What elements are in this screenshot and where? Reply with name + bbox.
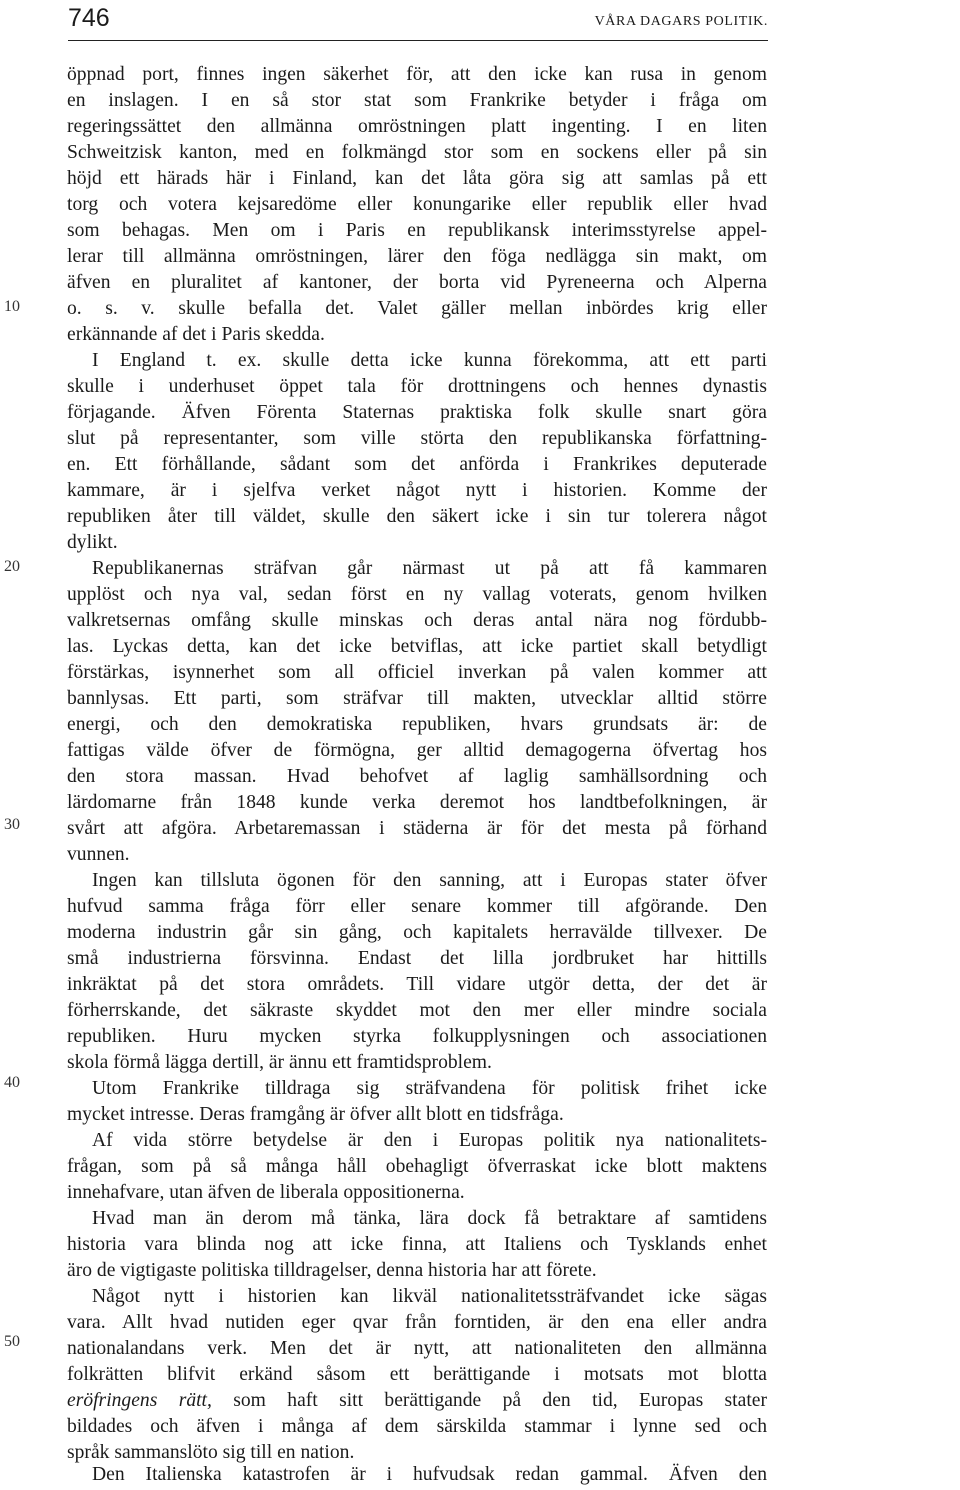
- text-line: höjd ett härads här i Finland, kan det låta göra sig att samlas på ett: [67, 168, 767, 189]
- text-line: öppnad port, finnes ingen säkerhet för, att den icke kan rusa in genom: [67, 64, 767, 85]
- text-line: [67, 1388, 767, 1414]
- text-line: lerar till allmänna omröstningen, lärer den föga nedlägga sin makt, om: [67, 246, 767, 267]
- text-line: Republikanernas sträfvan går närmast ut på att få kammaren: [92, 558, 767, 579]
- text-line: folkrätten blifvit erkänd såsom ett berättigande i motsats mot blotta: [67, 1364, 767, 1385]
- text-line-rest: som haft sitt berättigande på den tid, Europas stater: [211, 1390, 767, 1411]
- text-line: Af vida större betydelse är den i Europas politik nya nationalitets-: [92, 1130, 767, 1151]
- text-line: moderna industrin går sin gång, och kapitalets herravälde tillvexer. De: [67, 922, 767, 943]
- text-line: torg och votera kejsaredöme eller konungarike eller republik eller hvad: [67, 194, 767, 215]
- line-number-20: 20: [4, 558, 20, 575]
- line-number-10: 10: [4, 298, 20, 315]
- text-line: äro de vigtigaste politiska tilldragelser, denna historia har att förete.: [67, 1260, 597, 1281]
- text-line: republiken. Huru mycken styrka folkupplysningen och associationen: [67, 1026, 767, 1047]
- text-line: Utom Frankrike tilldraga sig sträfvandena för politisk frihet icke: [92, 1078, 767, 1099]
- text-line: mycket intresse. Deras framgång är öfver allt blott en tidsfråga.: [67, 1104, 564, 1125]
- text-line: den stora massan. Hvad behofvet af laglig samhällsordning och: [67, 766, 767, 787]
- text-line: fattigas välde öfver de förmögna, ger alltid demagogerna öfvertag hos: [67, 740, 767, 761]
- italic-phrase: eröfringens rätt,: [67, 1390, 212, 1411]
- text-line: Den Italienska katastrofen är i hufvudsak redan gammal. Äfven den: [92, 1464, 767, 1485]
- text-line: erkännande af det i Paris skedda.: [67, 324, 325, 345]
- page-number: 746: [68, 4, 110, 32]
- text-line: historia vara blinda nog att icke finna, att Italiens och Tysklands enhet: [67, 1234, 767, 1255]
- text-line: inkräktat på det stora områdets. Till vidare utgör detta, der det är: [67, 974, 767, 995]
- text-line: hufvud samma fråga förr eller senare kommer till afgörande. Den: [67, 896, 767, 917]
- text-line: förherrskande, det säkraste skyddet mot den mer eller mindre sociala: [67, 1000, 767, 1021]
- text-line: nationalandans verk. Men det är nytt, att nationaliteten den allmänna: [67, 1338, 767, 1359]
- text-line: en. Ett förhållande, sådant som det anförda i Frankrikes deputerade: [67, 454, 767, 475]
- text-line: skulle i underhuset öppet tala för drottningens och hennes dynastis: [67, 376, 767, 397]
- text-line: små industrierna försvinna. Endast det lilla jordbruket har hittills: [67, 948, 767, 969]
- text-line: vunnen.: [67, 844, 130, 865]
- text-line: Hvad man än derom må tänka, lära dock få betraktare af samtidens: [92, 1208, 767, 1229]
- line-number-50: 50: [4, 1333, 20, 1350]
- running-header: [68, 4, 768, 41]
- text-line: förjagande. Äfven Förenta Staternas praktiska folk skulle snart göra: [67, 402, 767, 423]
- text-line: valkretsernas omfång skulle minskas och deras antal nära nog fördubb-: [67, 610, 767, 631]
- text-line: äfven en pluralitet af kantoner, der borta vid Pyreneerna och Alperna: [67, 272, 767, 293]
- text-line: o. s. v. skulle befalla det. Valet gäller mellan inbördes krig eller: [67, 298, 767, 319]
- text-line: republiken åter till väldet, skulle den säkert icke i sin tur tolerera något: [67, 506, 767, 527]
- text-line: I England t. ex. skulle detta icke kunna förekomma, att ett parti: [92, 350, 767, 371]
- text-line: Schweitzisk kanton, med en folkmängd stor som en sockens eller på sin: [67, 142, 767, 163]
- text-line: lärdomarne från 1848 kunde verka deremot hos landtbefolkningen, är: [67, 792, 767, 813]
- text-line: Något nytt i historien kan likväl nationalitetssträfvandet icke sägas: [92, 1286, 767, 1307]
- text-line: upplöst och nya val, sedan först en ny vallag voterats, genom hvilken: [67, 584, 767, 605]
- text-line: dylikt.: [67, 532, 118, 553]
- text-line: energi, och den demokratiska republiken, hvars grundsats är: de: [67, 714, 767, 735]
- text-line: las. Lyckas detta, kan det icke betviflas, att icke partiet skall betydligt: [67, 636, 767, 657]
- text-line: slut på representanter, som ville störta den republikanska författning-: [67, 428, 767, 449]
- line-number-40: 40: [4, 1074, 20, 1091]
- text-line: Ingen kan tillsluta ögonen för den sanning, att i Europas stater öfver: [92, 870, 767, 891]
- line-number-30: 30: [4, 816, 20, 833]
- text-line: bildades och äfven i många af dem särskilda stammar i lynne sed och: [67, 1416, 767, 1437]
- text-line: förstärkas, isynnerhet som all officiel inverkan på valen kommer att: [67, 662, 767, 683]
- text-line: regeringssättet den allmänna omröstningen platt ingenting. I en liten: [67, 116, 767, 137]
- text-line: frågan, som på så många håll obehagligt öfverraskat icke blott maktens: [67, 1156, 767, 1177]
- text-line: bannlysas. Ett parti, som sträfvar till makten, utvecklar alltid större: [67, 688, 767, 709]
- text-line: kammare, är i sjelfva verket något nytt i historien. Komme der: [67, 480, 767, 501]
- text-line: skola förmå lägga dertill, är ännu ett framtidsproblem.: [67, 1052, 492, 1073]
- running-title: VÅRA DAGARS POLITIK.: [594, 14, 768, 29]
- text-line: svårt att afgöra. Arbetaremassan i städerna är för det mesta på förhand: [67, 818, 767, 839]
- text-line: en inslagen. I en så stor stat som Frankrike betyder i fråga om: [67, 90, 767, 111]
- text-line: språk sammanslöto sig till en nation.: [67, 1442, 355, 1463]
- text-line: som behagas. Men om i Paris en republikansk interimsstyrelse appel-: [67, 220, 767, 241]
- text-line: innehafvare, utan äfven de liberala oppositionerna.: [67, 1182, 465, 1203]
- text-line: vara. Allt hvad nutiden eger qvar från forntiden, är den ena eller andra: [67, 1312, 767, 1333]
